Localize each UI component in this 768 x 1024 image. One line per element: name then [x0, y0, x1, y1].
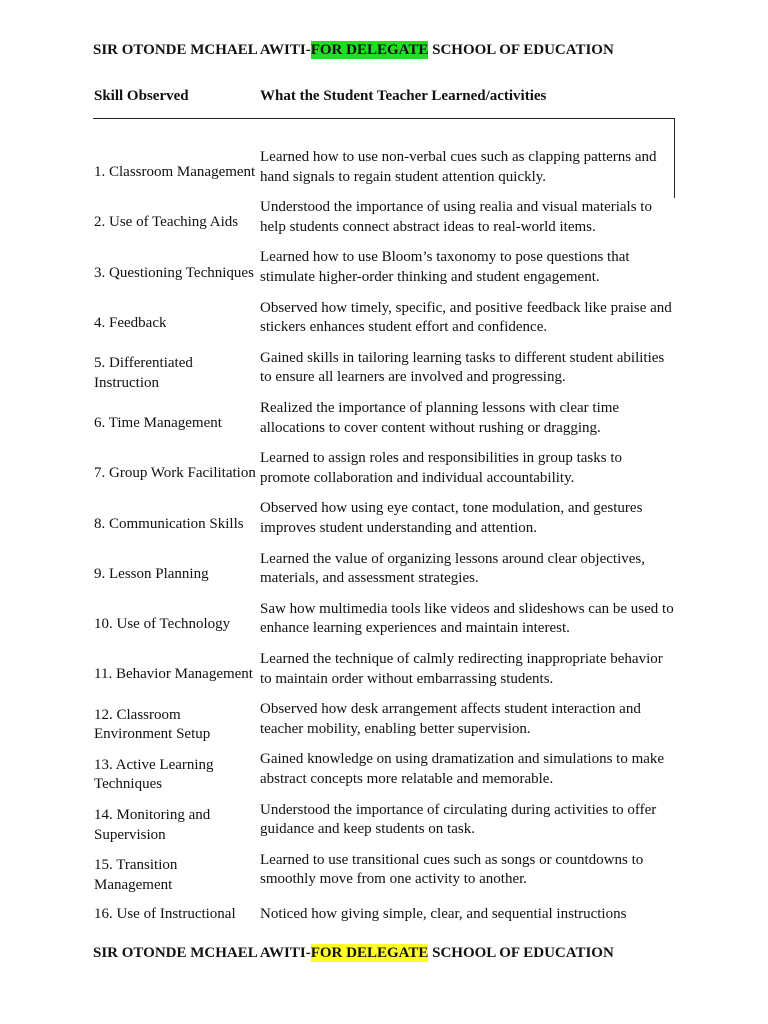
learned-cell: Learned how to use Bloom’s taxonomy to pose questions that stimulate higher-order thinking and student engagement. — [260, 249, 630, 285]
skill-cell: 7. Group Work Facilitation — [94, 465, 256, 482]
page-header-bottom — [93, 945, 614, 962]
learned-cell: Learned the technique of calmly redirecting inappropriate behavior to maintain order without embarrassing students. — [260, 651, 663, 687]
header-school: SCHOOL OF EDUCATION — [428, 42, 614, 58]
table-row — [0, 700, 768, 750]
page-header-top — [93, 42, 614, 59]
learned-cell: Realized the importance of planning lessons with clear time allocations to cover content without rushing or dragging. — [260, 400, 620, 436]
learned-cell: Noticed how giving simple, clear, and sequential instructions — [260, 906, 627, 922]
table-row — [0, 349, 768, 399]
skill-cell: 6. Time Management — [94, 415, 222, 432]
table-row — [0, 550, 768, 600]
skill-cell: 16. Use of Instructional — [94, 906, 236, 922]
table-row — [0, 148, 768, 198]
learned-cell: Learned how to use non-verbal cues such as clapping patterns and hand signals to regain student attention quickly. — [260, 149, 657, 185]
table-row — [0, 801, 768, 851]
table-row — [0, 198, 768, 248]
skill-cell: 4. Feedback — [94, 314, 167, 331]
skill-cell: 13. Active Learning Techniques — [94, 756, 214, 793]
column-header-skill: Skill Observed — [94, 88, 189, 104]
skill-cell: 8. Communication Skills — [94, 515, 244, 532]
learned-cell: Gained skills in tailoring learning tasks to different student abilities to ensure all learners are involved and progressing. — [260, 349, 665, 386]
table-row — [0, 248, 768, 298]
learned-cell: Saw how multimedia tools like videos and slideshows can be used to enhance learning experiences and maintain interest. — [260, 600, 674, 637]
skill-cell: 5. Differentiated Instruction — [94, 355, 193, 391]
skill-cell: 11. Behavior Management — [94, 666, 253, 683]
learned-cell: Learned the value of organizing lessons around clear objectives, materials, and assessment strategies. — [260, 550, 645, 587]
learned-cell: Understood the importance of using realia and visual materials to help students connect abstract ideas to real-world items. — [260, 199, 652, 235]
learned-cell: Understood the importance of circulating during activities to offer guidance and keep students on task. — [260, 801, 657, 838]
learned-cell: Learned to assign roles and responsibilities in group tasks to promote collaboration and individual accountability. — [260, 450, 623, 486]
header-highlight: FOR DELEGATE — [310, 42, 429, 58]
table-row — [0, 499, 768, 549]
learned-cell: Observed how desk arrangement affects student interaction and teacher mobility, enabling better supervision. — [260, 701, 641, 737]
skill-cell: 9. Lesson Planning — [94, 565, 209, 582]
table-row — [0, 650, 768, 700]
header-highlight: FOR DELEGATE — [310, 945, 429, 961]
skill-cell: 14. Monitoring and Supervision — [94, 807, 211, 843]
skill-cell: 15. Transition Management — [94, 857, 178, 893]
table-row — [0, 750, 768, 800]
learned-cell: Observed how timely, specific, and positive feedback like praise and stickers enhances student effort and confidence. — [260, 299, 672, 336]
skill-cell: 10. Use of Technology — [94, 616, 231, 633]
skill-cell: 1. Classroom Management — [94, 164, 256, 181]
header-name: SIR OTONDE MCHAEL AWITI- — [93, 42, 311, 58]
header-school: SCHOOL OF EDUCATION — [428, 945, 614, 961]
table-row — [0, 851, 768, 901]
learned-cell: Gained knowledge on using dramatization and simulations to make abstract concepts more relatable and memorable. — [260, 751, 665, 787]
column-header-learned: What the Student Teacher Learned/activities — [260, 88, 547, 104]
table-row — [0, 299, 768, 349]
skill-cell: 12. Classroom Environment Setup — [94, 706, 211, 743]
skill-cell: 2. Use of Teaching Aids — [94, 214, 239, 231]
header-name: SIR OTONDE MCHAEL AWITI- — [93, 945, 311, 961]
table-row — [0, 399, 768, 449]
table-row — [0, 449, 768, 499]
skill-cell: 3. Questioning Techniques — [94, 264, 254, 281]
learned-cell: Learned to use transitional cues such as songs or countdowns to smoothly move from one activity to another. — [260, 851, 644, 888]
table-row — [0, 600, 768, 650]
table-top-rule — [93, 118, 675, 119]
learned-cell: Observed how using eye contact, tone modulation, and gestures improves student understanding and attention. — [260, 500, 643, 536]
